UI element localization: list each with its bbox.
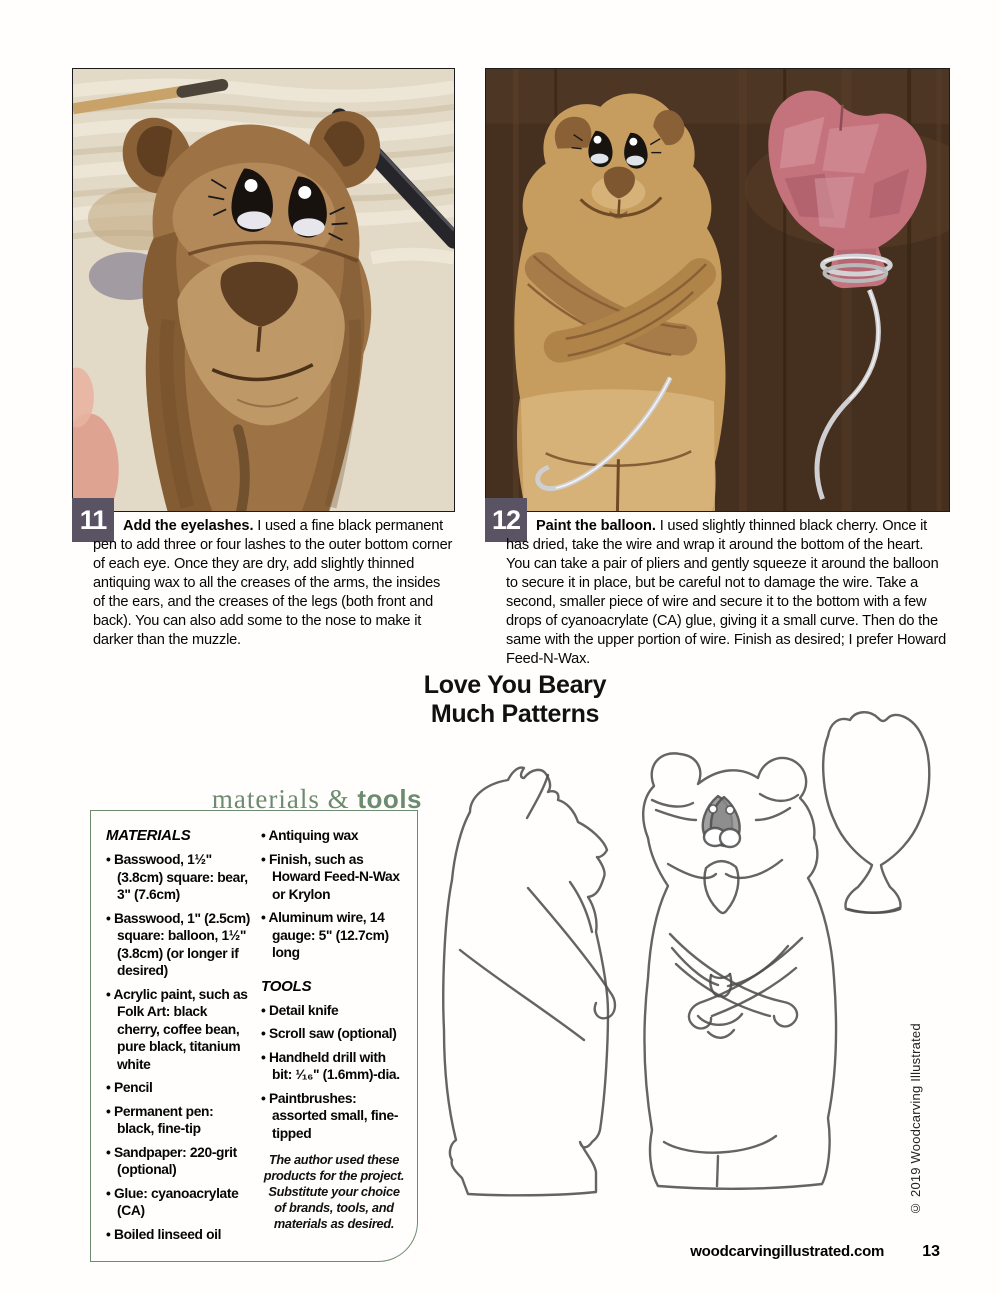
tools-heading: TOOLS [261,977,312,995]
patterns-title-line2: Much Patterns [430,700,600,728]
tools-column [261,827,407,1249]
step-11-photo [72,68,455,512]
list-item: • Basswood, 1½" (3.8cm) square: bear, 3" (7.6cm) [106,851,252,904]
carved-bear-head [123,111,380,511]
materials-header-serif: materials & [211,784,358,814]
page-footer [690,1243,940,1261]
list-item: • Aluminum wire, 14 gauge: 5" (12.7cm) long [261,909,407,962]
list-item: • Paintbrushes: assorted small, fine-tipped [261,1090,407,1143]
list-item: • Glue: cyanoacrylate (CA) [106,1185,252,1220]
list-item: • Sandpaper: 220-grit (optional) [106,1144,252,1179]
materials-list-left [106,851,252,1243]
step-11-caption [93,517,455,650]
materials-tools-box [90,784,422,1262]
list-item: • Pencil [106,1079,252,1097]
step-12-photo [485,68,950,512]
step-11-body: I used a fine black permanent pen to add three or four lashes to the outer bottom corner of each eye. Once they are dry, add slightly thinned antiquing wax to all the creases of the arms, the insides of the ears, and the creases of the legs (both front and back). You can also add some to the nose to make it darker than the muzzle. [93,518,453,648]
pattern-drawings [440,710,965,1210]
step-12-lead: Paint the balloon. [536,518,656,534]
bear-and-balloon-illustration [486,69,949,511]
list-item: • Basswood, 1" (2.5cm) square: balloon, 1½" (3.8cm) (or longer if desired) [106,910,252,980]
materials-column [106,827,252,1249]
step-12-caption [506,517,950,669]
step-11-lead: Add the eyelashes. [123,518,254,534]
list-item: • Handheld drill with bit: ¹⁄₁₆" (1.6mm)-dia. [261,1049,407,1084]
list-item: • Permanent pen: black, fine-tip [106,1103,252,1138]
list-item: • Acrylic paint, such as Folk Art: black cherry, coffee bean, pure black, titanium white [106,986,252,1074]
copyright-vertical: © 2019 Woodcarving Illustrated [908,1023,923,1216]
list-item: • Boiled linseed oil [106,1226,252,1244]
materials-note: The author used these products for the project. Substitute your choice of brands, tools, and materials as desired. [263,1152,405,1231]
footer-page-number: 13 [922,1243,940,1260]
tools-list [261,1002,407,1143]
heart-balloon-pattern [823,712,929,913]
step-11-badge: 11 [72,498,114,542]
step-12-body: I used slightly thinned black cherry. Once it has dried, take the wire and wrap it around the bottom of the heart. You can take a pair of pliers and gently squeeze it around the balloon to secure it in place, but be careful not to damage the wire. Take a second, smaller piece of wire and secure it to the bottom with a few drops of cyanoacrylate (CA) glue, giving it a small curve. Then do the same with the upper portion of wire. Finish as desired; I prefer Howard Feed-N-Wax. [506,518,947,667]
materials-tools-header [212,786,422,817]
footer-website: woodcarvingillustrated.com [690,1243,885,1260]
bear-side-pattern [443,768,615,1196]
list-item: • Antiquing wax [261,827,407,845]
list-item: • Finish, such as Howard Feed-N-Wax or Krylon [261,851,407,904]
step-12-badge: 12 [485,498,527,542]
materials-heading: MATERIALS [106,827,191,844]
materials-list-right [261,827,407,962]
list-item: • Detail knife [261,1002,407,1020]
bear-front-pattern [643,753,836,1188]
patterns-title-line1: Love You Beary [423,671,607,699]
bear-head-closeup-illustration [73,69,454,511]
list-item: • Scroll saw (optional) [261,1025,407,1043]
materials-header-bold: tools [357,784,422,814]
